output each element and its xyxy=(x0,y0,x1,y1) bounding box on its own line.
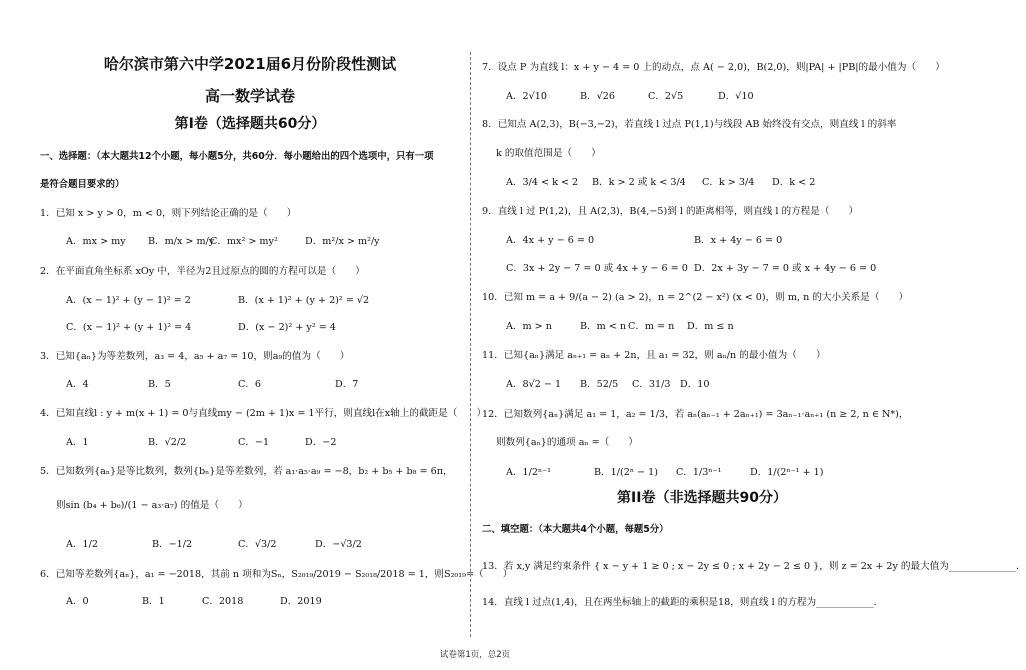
q7-option-d: D．√10 xyxy=(718,91,754,102)
question-8-cont: k 的取值范围是（ ） xyxy=(496,148,601,159)
q5-option-b: B．−1/2 xyxy=(152,539,193,550)
q2-option-c: C．(x − 1)² + (y + 1)² = 4 xyxy=(66,322,192,333)
q10-option-c: C．m = n xyxy=(628,321,675,332)
q2-option-a: A．(x − 1)² + (y − 1)² = 2 xyxy=(66,295,191,306)
question-8: 8．已知点 A(2,3)，B(−3,−2)，若直线 l 过点 P(1,1)与线段 AB 始终没有交点，则直线 l 的斜率 xyxy=(482,119,897,130)
question-5-cont: 则sin (b₄ + b₆)/(1 − a₃·a₇) 的值是（ ） xyxy=(56,500,248,511)
q3-option-d: D．7 xyxy=(335,379,359,390)
q9-option-d: D．2x + 3y − 7 = 0 或 x + 4y − 6 = 0 xyxy=(694,263,877,274)
question-5: 5．已知数列{aₙ}是等比数列，数列{bₙ}是等差数列，若 a₁·a₅·a₉ = −8，b₂ + b₅ + b₈ = 6π， xyxy=(40,466,453,477)
school-title: 哈尔滨市第六中学2021届6月份阶段性测试 xyxy=(103,55,397,73)
question-2: 2．在平面直角坐标系 xOy 中，半径为2且过原点的圆的方程可以是（ ） xyxy=(40,266,365,277)
q4-option-c: C．−1 xyxy=(238,437,270,448)
q2-option-b: B．(x + 1)² + (y + 2)² = √2 xyxy=(238,295,370,306)
question-1: 1．已知 x > y > 0，m < 0，则下列结论正确的是（ ） xyxy=(40,208,297,219)
q5-option-d: D．−√3/2 xyxy=(315,539,362,550)
q8-option-b: B．k > 2 或 k < 3/4 xyxy=(592,177,686,188)
q7-option-b: B．√26 xyxy=(580,91,615,102)
question-11: 11．已知{aₙ}满足 aₙ₊₁ = aₙ + 2n，且 a₁ = 32，则 aₙ/n 的最小值为（ ） xyxy=(482,350,826,361)
question-12: 12．已知数列{aₙ}满足 a₁ = 1，a₂ = 1/3，若 aₙ(aₙ₋₁ + 2aₙ₊₁) = 3aₙ₋₁·aₙ₊₁ (n ≥ 2, n ∈ N*)， xyxy=(482,409,909,420)
question-4: 4．已知直线l : y + m(x + 1) = 0与直线my − (2m + 1)x = 1平行，则直线l在x轴上的截距是（ ） xyxy=(40,408,487,419)
question-12-cont: 则数列{aₙ}的通项 aₙ =（ ） xyxy=(496,437,639,448)
q1-option-a: A．mx > my xyxy=(66,236,126,247)
q12-option-d: D．1/(2ⁿ⁻¹ + 1) xyxy=(750,467,824,478)
q8-option-a: A．3/4 < k < 2 xyxy=(506,177,579,188)
q11-option-b: B．52/5 xyxy=(580,379,619,390)
q8-option-c: C．k > 3/4 xyxy=(702,177,755,188)
q4-option-a: A．1 xyxy=(66,437,89,448)
q9-option-b: B．x + 4y − 6 = 0 xyxy=(694,235,783,246)
q3-option-a: A．4 xyxy=(66,379,89,390)
q6-option-a: A．0 xyxy=(66,596,89,607)
q6-option-b: B．1 xyxy=(142,596,165,607)
q7-option-a: A．2√10 xyxy=(506,91,547,102)
q1-option-c: C．mx² > my² xyxy=(210,236,278,247)
q10-option-b: B．m < n xyxy=(580,321,627,332)
q6-option-c: C．2018 xyxy=(202,596,244,607)
right-column xyxy=(482,0,1026,640)
q11-option-d: D．10 xyxy=(680,379,710,390)
q1-option-d: D．m²/x > m²/y xyxy=(305,236,380,247)
paper-title: 高一数学试卷 xyxy=(204,87,295,105)
question-9: 9．直线 l 过 P(1,2)，且 A(2,3)，B(4,−5)到 l 的距离相等，则直线 l 的方程是（ ） xyxy=(482,206,859,217)
q1-option-b: B．m/x > m/y xyxy=(148,236,215,247)
q6-option-d: D．2019 xyxy=(280,596,322,607)
q7-option-c: C．2√5 xyxy=(648,91,684,102)
q5-option-c: C．√3/2 xyxy=(238,539,277,550)
q11-option-a: A．8√2 − 1 xyxy=(506,379,562,390)
question-7: 7．设点 P 为直线 l：x + y − 4 = 0 上的动点，点 A( − 2,0)，B(2,0)，则|PA| + |PB|的最小值为（ ） xyxy=(482,62,945,73)
part1-title: 第Ⅰ卷（选择题共60分） xyxy=(174,116,326,132)
section1-instructions: 一、选择题：（本大题共12个小题，每小题5分，共60分．每小题给出的四个选项中，只有一项 xyxy=(40,151,434,162)
question-10: 10．已知 m = a + 9/(a − 2) (a > 2)，n = 2^(2 − x²) (x < 0)，则 m, n 的大小关系是（ ） xyxy=(482,292,909,303)
question-6: 6．已知等差数列{aₙ}，a₁ = −2018，其前 n 项和为Sₙ，S₂₀₁₉/2019 − S₂₀₁₈/2018 = 1，则S₂₀₁₉=（ ） xyxy=(40,569,513,580)
q4-option-d: D．−2 xyxy=(305,437,337,448)
q11-option-c: C．31/3 xyxy=(632,379,671,390)
q8-option-d: D．k < 2 xyxy=(772,177,816,188)
q3-option-c: C．6 xyxy=(238,379,262,390)
q12-option-b: B．1/(2ⁿ − 1) xyxy=(594,467,658,478)
q2-option-d: D．(x − 2)² + y² = 4 xyxy=(238,322,336,333)
q4-option-b: B．√2/2 xyxy=(148,437,187,448)
question-14: 14．直线 l 过点(1,4)，且在两坐标轴上的截距的乘积是18，则直线 l 的方程为____________． xyxy=(482,597,884,608)
q9-option-c: C．3x + 2y − 7 = 0 或 4x + y − 6 = 0 xyxy=(506,263,688,274)
page-footer: 试卷第1页，总2页 xyxy=(439,650,511,660)
q10-option-a: A．m > n xyxy=(506,321,552,332)
question-13: 13．若 x,y 满足约束条件 { x − y + 1 ≥ 0 ; x − 2y ≤ 0 ; x + 2y − 2 ≤ 0 }，则 z = 2x + 2y 的最大值为______________． xyxy=(482,561,1026,572)
question-3: 3．已知{aₙ}为等差数列，a₃ = 4，a₅ + a₇ = 10，则a₉的值为（ ） xyxy=(40,351,350,362)
q3-option-b: B．5 xyxy=(148,379,171,390)
section1-instructions-cont: 是符合题目要求的） xyxy=(40,179,125,190)
q12-option-a: A．1/2ⁿ⁻¹ xyxy=(506,467,552,478)
part2-title: 第II卷（非选择题共90分） xyxy=(617,490,787,506)
q12-option-c: C．1/3ⁿ⁻¹ xyxy=(676,467,722,478)
q10-option-d: D．m ≤ n xyxy=(687,321,734,332)
column-divider xyxy=(470,52,471,637)
left-column xyxy=(40,0,513,640)
q9-option-a: A．4x + y − 6 = 0 xyxy=(506,235,595,246)
q5-option-a: A．1/2 xyxy=(66,539,98,550)
section2-instructions: 二、填空题：（本大题共4个小题，每题5分） xyxy=(482,524,669,535)
